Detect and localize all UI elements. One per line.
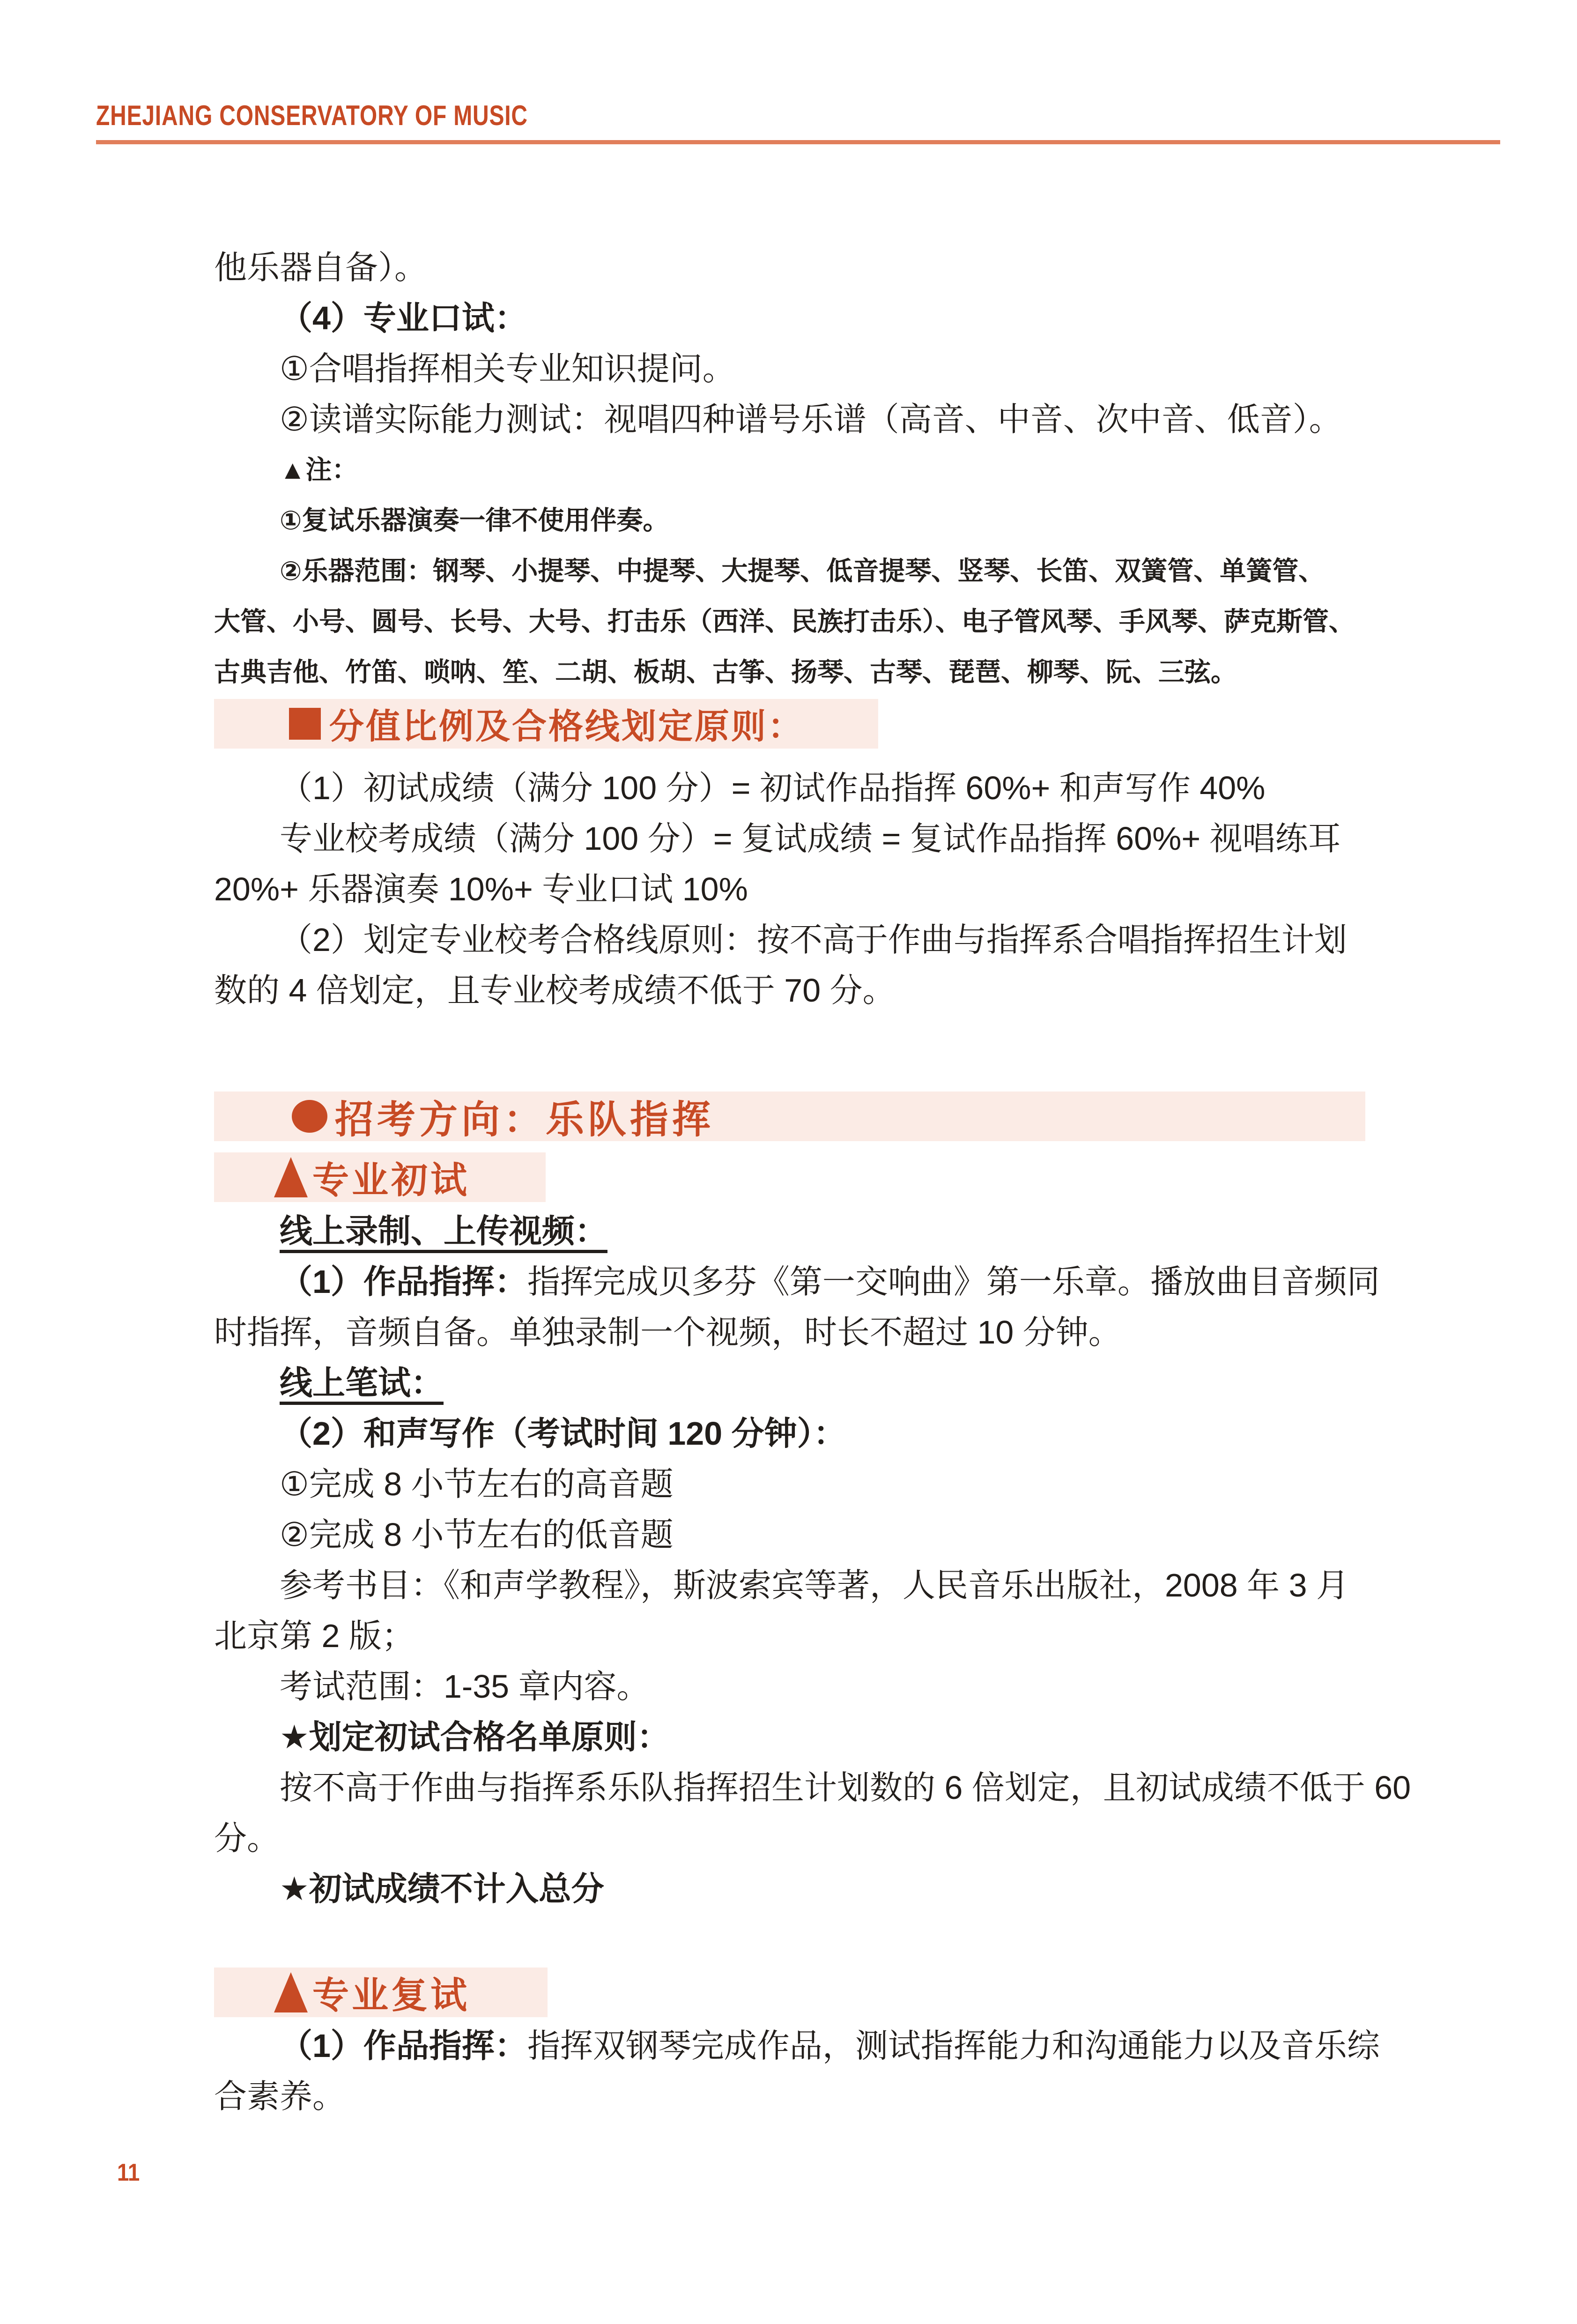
triangle-bullet-icon [274, 1972, 308, 2012]
line-exam-scope: 考试范围：1-35 章内容。 [280, 1668, 650, 1705]
line-note-item-1: ①复试乐器演奏一律不使用伴奏。 [280, 505, 669, 535]
line-oral-exam-item-1: ①合唱指挥相关专业知识提问。 [280, 350, 735, 387]
section-header-first-round-label: 专业初试 [312, 1159, 470, 1201]
line-note-item-2-instrument-range: ②乐器范围：钢琴、小提琴、中提琴、大提琴、低音提琴、竖琴、长笛、双簧管、单簧管、 [280, 556, 1325, 586]
line-second-round-work-conducting-label: （1）作品指挥： [280, 2027, 527, 2064]
line-note-heading: ▲注： [280, 455, 358, 484]
line-first-round-score-note: ★初试成绩不计入总分 [280, 1871, 604, 1907]
line-work-conducting-item [214, 1256, 1380, 1307]
line-oral-exam-heading: （4）专业口试： [280, 300, 527, 336]
section-header-direction [214, 1091, 1365, 1141]
line-online-recording-heading: 线上录制、上传视频： [280, 1213, 607, 1249]
line-reference-book: 参考书目：《和声学教程》，斯波索宾等著，人民音乐出版社，2008 年 3 月 [280, 1567, 1349, 1604]
line-score-formula-wrap: 20%+ 乐器演奏 10%+ 专业口试 10% [214, 871, 748, 907]
document-content [214, 242, 1411, 2122]
conservatory-logo-text: ZHEJIANG CONSERVATORY OF MUSIC [96, 100, 528, 131]
line-qualification-rule-wrap: 数的 4 倍划定，且专业校考成绩不低于 70 分。 [214, 972, 896, 1009]
line-instruments-self-provided: 他乐器自备）。 [214, 249, 427, 286]
page-number: 11 [117, 2159, 140, 2186]
section-header-second-round-label: 专业复试 [312, 1975, 470, 2016]
section-header-score-ratio-label: 分值比例及合格线划定原则： [329, 707, 804, 746]
line-work-conducting-label: （1）作品指挥： [280, 1263, 527, 1300]
section-header-score-ratio [214, 699, 878, 749]
line-first-round-score-formula: （1）初试成绩（满分 100 分）= 初试作品指挥 60%+ 和声写作 40% [280, 770, 1266, 806]
section-header-second-round [214, 1968, 548, 2017]
circle-bullet-icon [292, 1100, 327, 1133]
line-reference-book-wrap: 北京第 2 版； [214, 1618, 415, 1654]
line-online-written-heading: 线上笔试： [280, 1365, 444, 1401]
line-qualification-rule: （2）划定专业校考合格线原则：按不高于作曲与指挥系合唱指挥招生计划 [280, 921, 1347, 958]
line-second-round-work-conducting [214, 2020, 1380, 2071]
line-first-round-list-rule: 按不高于作曲与指挥系乐队指挥招生计划数的 6 倍划定，且初试成绩不低于 60 [280, 1769, 1411, 1806]
line-second-round-work-conducting-wrap: 合素养。 [214, 2078, 345, 2115]
line-instrument-range-wrap-1: 大管、小号、圆号、长号、大号、打击乐（西洋、民族打击乐）、电子管风琴、手风琴、萨克斯管、 [214, 607, 1355, 636]
line-harmony-item-2: ②完成 8 小节左右的低音题 [280, 1516, 674, 1553]
header-divider-rule [96, 140, 1500, 144]
line-oral-exam-item-2: ②读谱实际能力测试：视唱四种谱号乐谱（高音、中音、次中音、低音）。 [280, 401, 1342, 438]
section-header-direction-label: 招考方向：乐队指挥 [335, 1098, 715, 1141]
line-first-round-list-rule-wrap: 分。 [214, 1820, 280, 1856]
line-harmony-writing-heading: （2）和声写作（考试时间 120 分钟）： [280, 1415, 846, 1452]
section-header-first-round [214, 1152, 546, 1202]
triangle-bullet-icon [274, 1157, 308, 1197]
square-bullet-icon [289, 708, 321, 740]
line-first-round-list-rule-heading: ★划定初试合格名单原则： [280, 1719, 670, 1755]
line-work-conducting-wrap: 时指挥，音频自备。单独录制一个视频，时长不超过 10 分钟。 [214, 1314, 1121, 1351]
line-harmony-item-1: ①完成 8 小节左右的高音题 [280, 1466, 674, 1502]
line-school-exam-score-formula: 专业校考成绩（满分 100 分）= 复试成绩 = 复试作品指挥 60%+ 视唱练耳 [280, 820, 1341, 857]
line-work-conducting-text: 指挥完成贝多芬《第一交响曲》第一乐章。播放曲目音频同 [527, 1263, 1380, 1300]
line-second-round-work-conducting-text: 指挥双钢琴完成作品，测试指挥能力和沟通能力以及音乐综 [527, 2027, 1380, 2064]
line-instrument-range-wrap-2: 古典吉他、竹笛、唢呐、笙、二胡、板胡、古筝、扬琴、古琴、琵琶、柳琴、阮、三弦。 [214, 657, 1237, 687]
